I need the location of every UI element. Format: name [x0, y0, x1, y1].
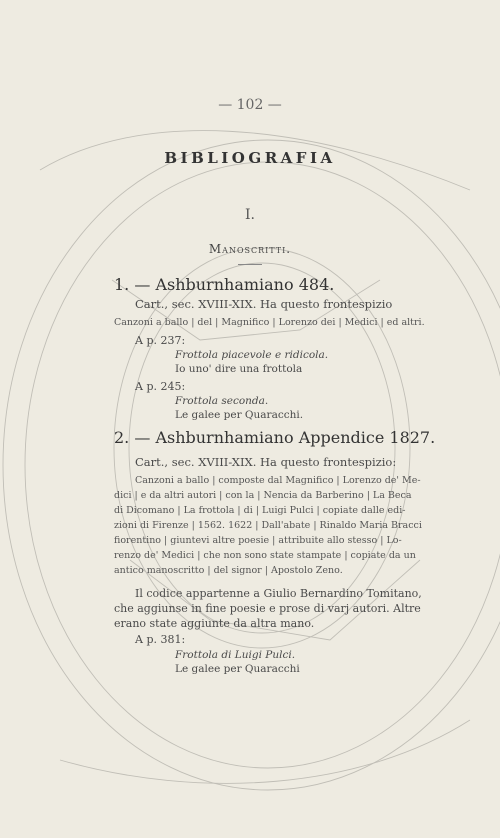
page-number: — 102 — — [218, 97, 282, 113]
entry-2-frontispiece-line: dici | e da altri autori | con la | Nencia da Barberino | La Beca — [114, 490, 412, 501]
entry-2-frontispiece-line: Canzoni a ballo | composte dal Magnifico | Lorenzo de' Me- — [135, 475, 421, 486]
entry-2-item-title: Frottola di Luigi Pulci. — [175, 649, 296, 661]
entry-2-frontispiece-line: zioni di Firenze | 1562. 1622 | Dall'abate | Rinaldo Maria Bracci — [114, 520, 422, 531]
entry-2-frontispiece-line: antico manoscritto | del signor | Apostolo Zeno. — [114, 565, 343, 576]
entry-1-item-1-title: Frottola piacevole e ridicola. — [175, 349, 329, 361]
entry-1-item-1-incipit: Io uno' dire una frottola — [175, 363, 303, 375]
entry-2-description: Cart., sec. XVIII-XIX. Ha questo frontespizio: — [135, 455, 397, 469]
entry-2-frontispiece-line: di Dicomano | La frottola | di | Luigi Pulci | copiate dalle edi- — [114, 505, 406, 516]
entry-2-frontispiece-line: fiorentino | giuntevi altre poesie | attribuite allo stesso | Lo- — [114, 535, 402, 546]
divider-rule — [238, 264, 262, 265]
entry-1-item-1-page: A p. 237: — [135, 334, 186, 347]
entry-2-heading: 2. — Ashburnhamiano Appendice 1827. — [114, 428, 436, 447]
entry-2-note-line: erano state aggiunte da altra mano. — [114, 617, 315, 630]
entry-1-heading: 1. — Ashburnhamiano 484. — [114, 275, 335, 294]
entry-1-item-2-incipit: Le galee per Quaracchi. — [175, 409, 304, 421]
entry-2-item-page: A p. 381: — [135, 633, 186, 646]
entry-1-description: Cart., sec. XVIII-XIX. Ha questo frontespizio — [135, 297, 393, 311]
section-title: BIBLIOGRAFIA — [164, 149, 336, 167]
entry-2-note-line: che aggiunse in fine poesie e prose di varj autori. Altre — [114, 602, 421, 615]
entry-2-item-incipit: Le galee per Quaracchi — [175, 663, 300, 675]
section-subtitle: Manoscritti. — [208, 242, 292, 256]
entry-1-item-2-page: A p. 245: — [135, 380, 186, 393]
entry-2-frontispiece-line: renzo de' Medici | che non sono state stampate | copiate da un — [114, 550, 416, 561]
section-roman-numeral: I. — [245, 207, 255, 223]
entry-1-frontispiece: Canzoni a ballo | del | Magnifico | Lorenzo dei | Medici | ed altri. — [114, 317, 425, 328]
entry-1-item-2-title: Frottola seconda. — [175, 395, 269, 407]
entry-2-note-line: Il codice appartenne a Giulio Bernardino Tomitano, — [135, 587, 422, 600]
